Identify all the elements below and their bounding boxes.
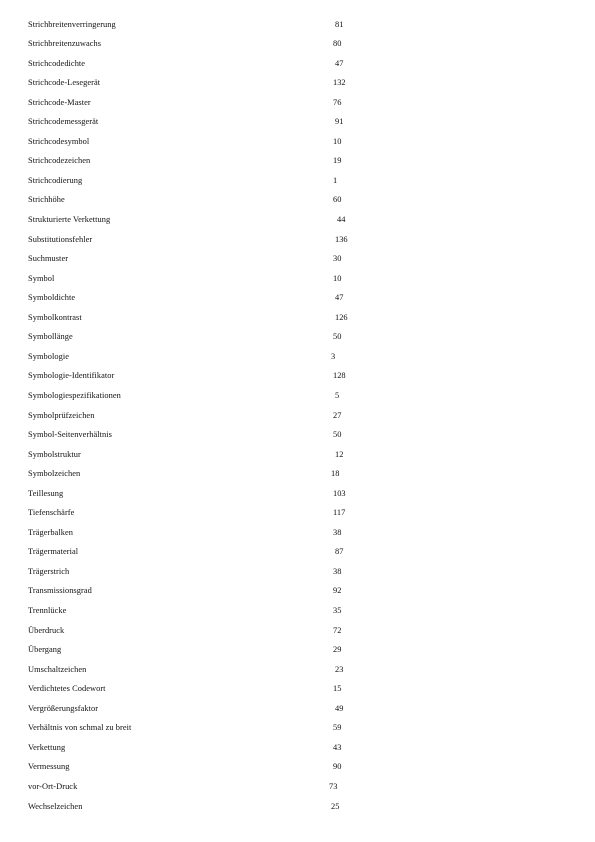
index-page-number: 59 (333, 723, 342, 733)
index-entry (0, 135, 595, 149)
index-term: Wechselzeichen (28, 801, 83, 811)
index-term: Trägerbalken (28, 527, 73, 537)
index-term: Symbolstruktur (28, 449, 81, 459)
index-term: Strichcodesymbol (28, 136, 90, 146)
index-entry (0, 389, 595, 403)
index-entry (0, 624, 595, 638)
index-page-number: 72 (333, 625, 342, 635)
index-entry (0, 115, 595, 129)
index-entry (0, 741, 595, 755)
index-term: Strichhöhe (28, 195, 65, 205)
index-term: Strichcodezeichen (28, 156, 91, 166)
index-page-number: 15 (333, 684, 342, 694)
index-page-number: 12 (335, 449, 344, 459)
index-entry (0, 330, 595, 344)
index-entry (0, 96, 595, 110)
index-entry (0, 272, 595, 286)
index-entry (0, 643, 595, 657)
index-page-number: 47 (335, 58, 344, 68)
index-page-number: 27 (333, 410, 342, 420)
index-term: Symbolkontrast (28, 312, 82, 322)
index-term: Substitutionsfehler (28, 234, 93, 244)
index-entry (0, 702, 595, 716)
index-page-number: 136 (335, 234, 348, 244)
index-term: Trägerstrich (28, 566, 70, 576)
index-entry (0, 682, 595, 696)
index-term: Symbol-Seitenverhältnis (28, 430, 112, 440)
index-entry (0, 252, 595, 266)
index-page-number: 18 (331, 469, 340, 479)
index-entry (0, 663, 595, 677)
index-term: Symbolprüfzeichen (28, 410, 95, 420)
index-term: Trägermaterial (28, 547, 79, 557)
index-page-number: 47 (335, 293, 344, 303)
index-term: Strichcodierung (28, 175, 83, 185)
index-term: Verdichtetes Codewort (28, 684, 106, 694)
index-term: Trennlücke (28, 606, 67, 615)
index-term: Verkettung (28, 742, 66, 752)
index-page-number: 23 (335, 664, 344, 674)
index-entry (0, 526, 595, 540)
index-term: Symboldichte (28, 293, 76, 303)
index-entry (0, 506, 595, 520)
index-entry (0, 448, 595, 462)
index-page-number: 91 (335, 117, 344, 127)
index-term: Vermessung (28, 762, 70, 772)
index-term: Teillesung (28, 488, 64, 498)
index-entry (0, 57, 595, 71)
index-entry (0, 174, 595, 188)
index-entry (0, 760, 595, 774)
index-page-number: 1 (333, 175, 338, 185)
index-entry (0, 291, 595, 305)
index-term: Suchmuster (28, 254, 69, 264)
index-entry (0, 18, 595, 32)
index-entry (0, 721, 595, 735)
index-term: Symbologie (28, 351, 69, 361)
index-page-number: 80 (333, 39, 342, 49)
index-page-number: 90 (333, 762, 342, 772)
index-page-number: 29 (333, 645, 342, 655)
index-term: Symbolzeichen (28, 469, 81, 479)
index-page-number: 126 (335, 312, 348, 322)
index-page-number: 10 (333, 273, 342, 283)
index-page-number: 73 (329, 781, 338, 791)
index-entry (0, 193, 595, 207)
index-page-number: 38 (333, 566, 342, 576)
index-entry (0, 565, 595, 579)
index-term: Strichcode-Master (28, 97, 91, 107)
index-entry (0, 780, 595, 794)
index-term: Verhältnis von schmal zu breit (28, 723, 132, 733)
index-page-number: 103 (333, 488, 346, 498)
index-term: vor-Ort-Druck (28, 781, 78, 791)
index-page-number: 128 (333, 371, 346, 381)
index-term: Tiefenschärfe (28, 508, 75, 518)
index-entry (0, 213, 595, 227)
index-page-number: 60 (333, 195, 342, 205)
index-term: Strichbreitenverringerung (28, 19, 116, 29)
index-page-number: 35 (333, 606, 342, 615)
index-page-number: 76 (333, 97, 342, 107)
index-page-number: 132 (333, 78, 346, 88)
index-term: Umschaltzeichen (28, 664, 87, 674)
index-page-number: 92 (333, 586, 342, 596)
index-page-number: 117 (333, 508, 346, 518)
index-term: Strichcodedichte (28, 58, 86, 68)
index-page-number: 44 (337, 215, 346, 224)
index-page-number: 5 (335, 390, 340, 400)
index-term: Strichbreitenzuwachs (28, 39, 102, 49)
index-term: Symbol (28, 273, 55, 283)
index-entry (0, 545, 595, 559)
index-page-number: 50 (333, 430, 342, 440)
index-entry (0, 487, 595, 501)
index-entry (0, 37, 595, 51)
index-page-number: 25 (331, 801, 340, 811)
index-entry (0, 428, 595, 442)
index-page-number: 49 (335, 703, 344, 713)
index-entry (0, 604, 595, 618)
index-term: Symbologie-Identifikator (28, 371, 115, 381)
index-entry (0, 584, 595, 598)
index-term: Symbologiespezifikationen (28, 390, 121, 400)
index-term: Symbollänge (28, 332, 73, 342)
index-term: Übergang (28, 645, 62, 655)
index-entry (0, 76, 595, 90)
index-page-number: 30 (333, 254, 342, 264)
index-term: Strichcodemessgerät (28, 117, 99, 127)
index-page-number: 38 (333, 527, 342, 537)
index-page-number: 19 (333, 156, 342, 166)
index-term: Überdruck (28, 625, 65, 635)
index-page-number: 43 (333, 742, 342, 752)
index-entry (0, 409, 595, 423)
index-page-number: 87 (335, 547, 344, 557)
index-entry (0, 467, 595, 481)
index-term: Transmissionsgrad (28, 586, 92, 596)
index-entry (0, 311, 595, 325)
index-entry (0, 350, 595, 364)
index-entry (0, 369, 595, 383)
index-page-number: 81 (335, 19, 344, 29)
index-term: Strichcode-Lesegerät (28, 78, 101, 88)
index-page-number: 10 (333, 136, 342, 146)
index-entry (0, 800, 595, 814)
index-page-number: 3 (331, 351, 336, 361)
index-term: Vergrößerungsfaktor (28, 703, 99, 713)
index-page-number: 50 (333, 332, 342, 342)
index-term: Strukturierte Verkettung (28, 215, 111, 224)
index-entry (0, 233, 595, 247)
index-entry (0, 154, 595, 168)
